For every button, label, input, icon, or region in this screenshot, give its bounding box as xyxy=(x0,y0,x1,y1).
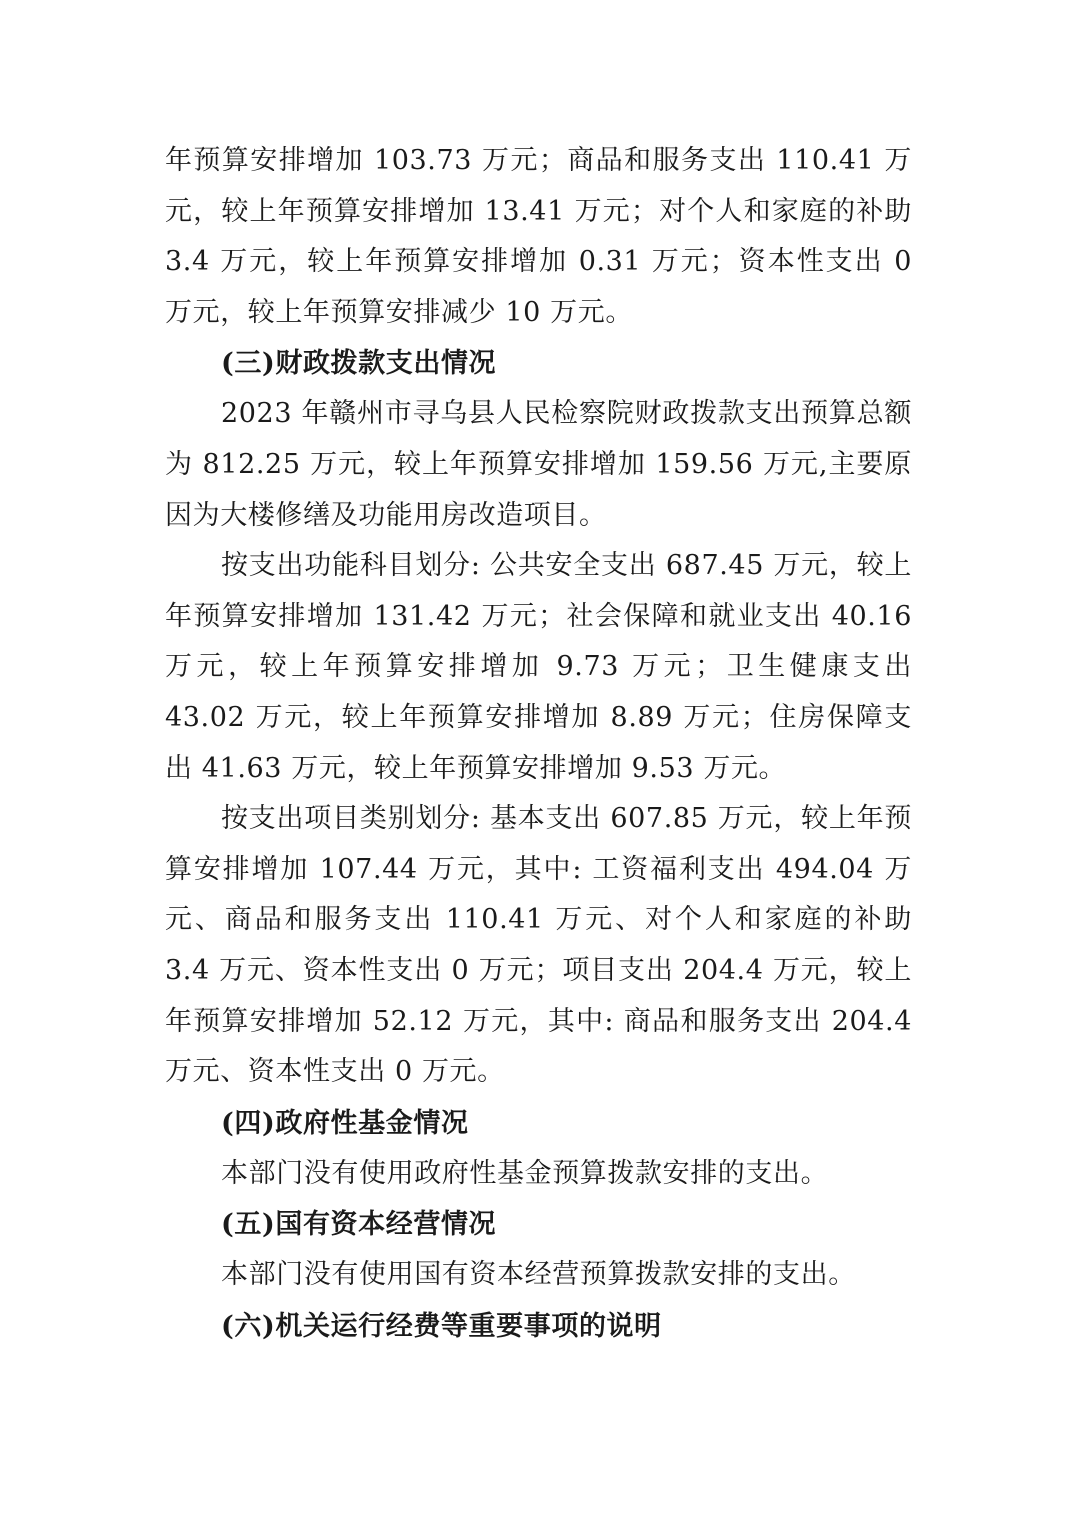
heading-state-capital-operation: (五)国有资本经营情况 xyxy=(221,1209,497,1241)
paragraph-government-fund-note: 本部门没有使用政府性基金预算拨款安排的支出。 xyxy=(221,1157,829,1189)
paragraph-state-capital-note: 本部门没有使用国有资本经营预算拨款安排的支出。 xyxy=(221,1259,856,1291)
heading-fiscal-appropriation-expenditure: (三)财政拨款支出情况 xyxy=(221,348,497,380)
document-page xyxy=(165,136,912,1352)
paragraph-functional-classification: 按支出功能科目划分: 公共安全支出 687.45 万元，较上年预算安排增加 131.42 万元；社会保障和就业支出 40.16 万元，较上年预算安排增加 9.73 万元；卫生健康支出 43.02 万元，较上年预算安排增加 8.89 万元；住房保障支出 41.63 万元，较上年预算安排增加 9.53 万元。 xyxy=(165,550,912,784)
heading-operating-expenses-notes: (六)机关运行经费等重要事项的说明 xyxy=(221,1310,662,1342)
paragraph-project-category: 按支出项目类别划分: 基本支出 607.85 万元，较上年预算安排增加 107.44 万元，其中: 工资福利支出 494.04 万元、商品和服务支出 110.41 万元、对个人和家庭的补助 3.4 万元、资本性支出 0 万元；项目支出 204.4 万元，较上年预算安排增加 52.12 万元，其中: 商品和服务支出 204.4 万元、资本性支出 0 万元。 xyxy=(165,803,912,1088)
heading-government-fund: (四)政府性基金情况 xyxy=(221,1107,469,1139)
paragraph-continued-expenditure: 年预算安排增加 103.73 万元；商品和服务支出 110.41 万元，较上年预算安排增加 13.41 万元；对个人和家庭的补助 3.4 万元，较上年预算安排增加 0.31 万元；资本性支出 0 万元，较上年预算安排减少 10 万元。 xyxy=(165,145,912,328)
paragraph-total-budget: 2023 年赣州市寻乌县人民检察院财政拨款支出预算总额为 812.25 万元，较上年预算安排增加 159.56 万元,主要原因为大楼修缮及功能用房改造项目。 xyxy=(165,398,912,531)
